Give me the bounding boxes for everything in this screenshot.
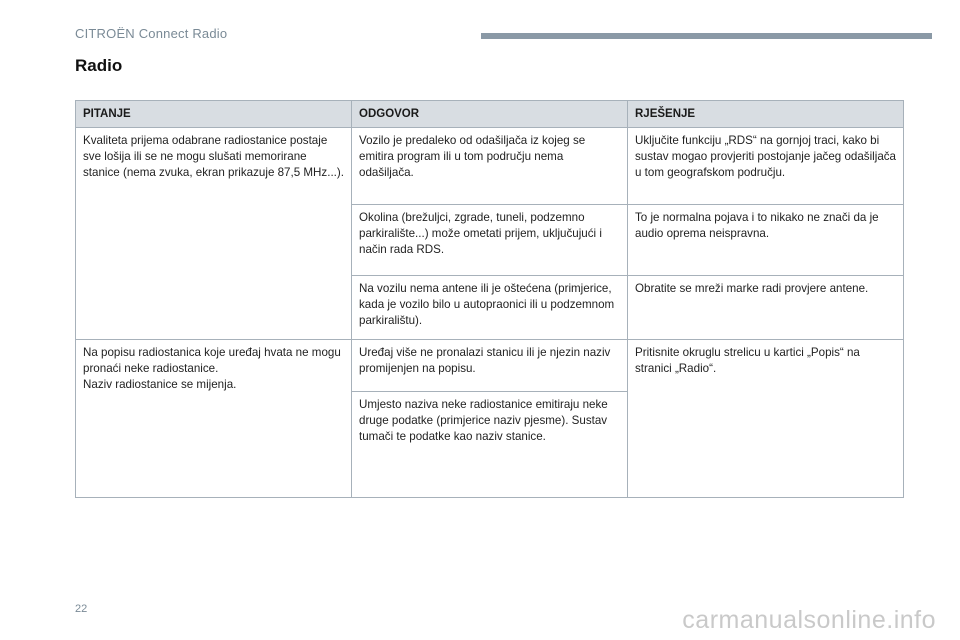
solution-cell: Pritisnite okruglu strelicu u kartici „Popis“ na stranici „Radio“.: [628, 340, 904, 498]
answer-cell: Uređaj više ne pronalazi stanicu ili je njezin naziv promijenjen na popisu.: [352, 340, 628, 392]
column-header-answer: ODGOVOR: [352, 101, 628, 128]
answer-cell: Na vozilu nema antene ili je oštećena (primjerice, kada je vozilo bilo u autopraonici ili u podzemnom parkiralištu).: [352, 276, 628, 340]
page-number: 22: [75, 603, 88, 615]
table-row: [76, 340, 904, 392]
solution-cell: To je normalna pojava i to nikako ne znači da je audio oprema neispravna.: [628, 205, 904, 276]
watermark: carmanualsonline.info: [682, 606, 936, 634]
column-header-solution: RJEŠENJE: [628, 101, 904, 128]
answer-cell: Umjesto naziva neke radiostanice emitiraju neke druge podatke (primjerice naziv pjesme). Sustav tumači te podatke kao naziv stanice.: [352, 392, 628, 498]
troubleshooting-table: [75, 100, 904, 498]
section-title: Radio: [75, 56, 123, 75]
table-row: [76, 128, 904, 205]
answer-cell: Okolina (brežuljci, zgrade, tuneli, podzemno parkiralište...) može ometati prijem, uključujući i način rada RDS.: [352, 205, 628, 276]
question-cell: Kvaliteta prijema odabrane radiostanice postaje sve lošija ili se ne mogu slušati memorirane stanice (nema zvuka, ekran prikazuje 87,5 MHz...).: [76, 128, 352, 340]
table-header-row: [76, 101, 904, 128]
question-text: Na popisu radiostanica koje uređaj hvata ne mogu pronaći neke radiostanice.: [83, 346, 341, 375]
header-decorative-bar: [481, 33, 932, 39]
column-header-question: PITANJE: [76, 101, 352, 128]
question-text: Naziv radiostanice se mijenja.: [83, 378, 237, 391]
document-header-title: CITROËN Connect Radio: [75, 26, 228, 41]
solution-cell: Uključite funkciju „RDS“ na gornjoj traci, kako bi sustav mogao provjeriti postojanje jačeg odašiljača u tom geografskom području.: [628, 128, 904, 205]
answer-cell: Vozilo je predaleko od odašiljača iz kojeg se emitira program ili u tom području nema odašiljača.: [352, 128, 628, 205]
solution-cell: Obratite se mreži marke radi provjere antene.: [628, 276, 904, 340]
question-cell: [76, 340, 352, 498]
